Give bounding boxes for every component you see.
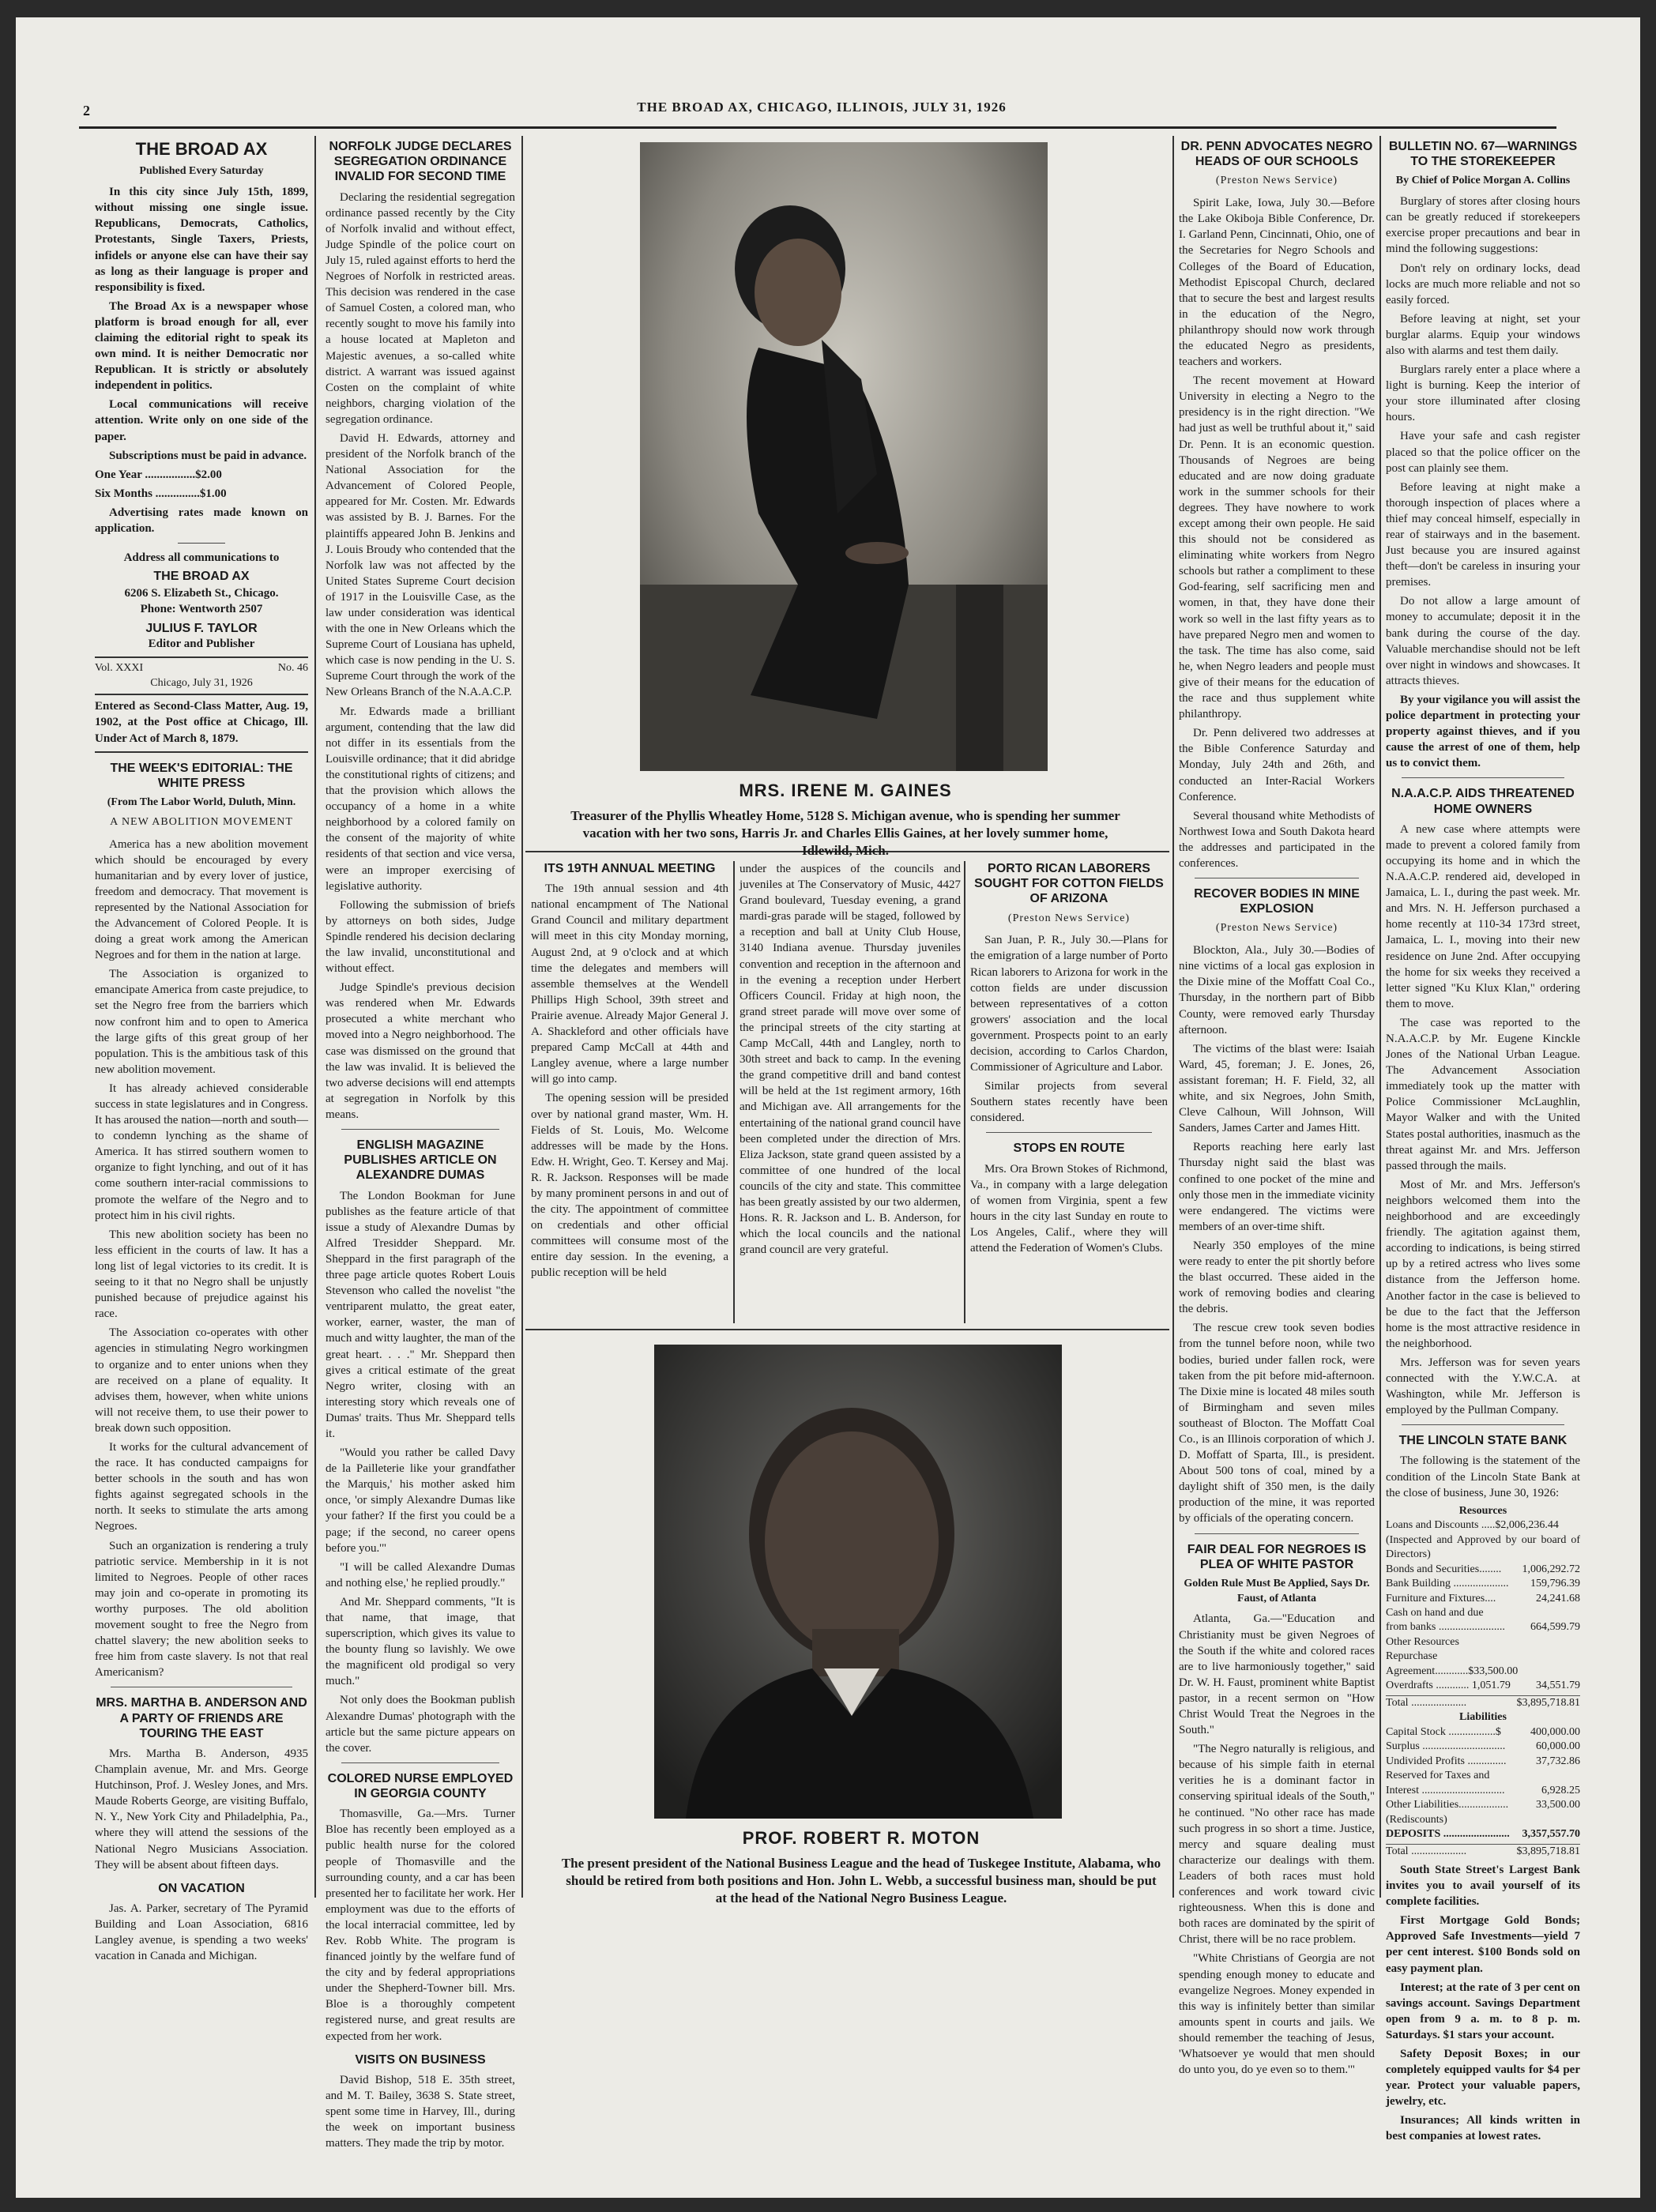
dumas-paragraph: "I will be called Alexandre Dumas and nothing else,' he replied proudly."	[326, 1560, 515, 1589]
norfolk-headline: NORFOLK JUDGE DECLARES SEGREGATION ORDINANCE INVALID FOR SECOND TIME	[329, 140, 512, 184]
surplus-row	[1386, 1740, 1580, 1754]
row-label: Surplus ..............................	[1386, 1740, 1506, 1753]
editorial-paragraph: It has already achieved considerable success in state legislatures and in Congress. It has aroused the nation—north and south—to condemn lynching as the shame of America. It has stirred southern women to organize to fight lynching, and out of it has come southern inter-racial commissions to promote the welfare of the Negro and to protect him in his civil rights.	[95, 1082, 308, 1222]
section-rule	[525, 1329, 1169, 1330]
editorial-paragraph: It works for the cultural advancement of the race. It has conducted campaigns for better schools in the south and has won fights against segregated schools in the north. It seeks to stimulate the arts among Negroes.	[95, 1440, 308, 1533]
mine-paragraph: Reports reaching here early last Thursday night said the blast was confined to one pocket of the mine and only those men in the immediate vicinity were endangered. The victims were members of an over-time shift.	[1179, 1141, 1375, 1233]
from-banks-row	[1386, 1620, 1580, 1635]
dumas-paragraph: And Mr. Sheppard comments, "It is that name, that image, that superscription, which gives its value to the bounty flung so lavishly. We owe the magnificent old prodigal so very much."	[326, 1595, 515, 1688]
portrait-robert-moton	[654, 1345, 1062, 1819]
row-label: Interest ..............................	[1386, 1784, 1505, 1796]
norfolk-paragraph: Judge Spindle's previous decision was rendered when Mr. Edwards prosecuted a white merchant who moved into a Negro neighborhood. The case was dismissed on the ground that the law was invalid. It is believed the two adverse decisions will end attempts at segregation in Norfolk by this means.	[326, 981, 515, 1121]
row-value: 1,006,292.72	[1522, 1563, 1580, 1575]
dumas-paragraph: "Would you rather be called Davy de la Pailleterie like your grandfather the Marquis,' his mother asked him once, 'or simply Alexandre Dumas like your father? If the first you could be a page; if the second, no career opens before you.'"	[326, 1446, 515, 1555]
resources-label: Resources	[1458, 1504, 1507, 1517]
dumas-paragraph: The London Bookman for June publishes as the feature article of that issue a study of Alexandre Dumas by Alfred Tresidder Sheppard. Mr. Sheppard in the first paragraph of the three page article quotes Robert Louis Stevenson who called the novelist "the ventriparent mulatto, the great eater, worker, earner, waster, the man of much and witty laughter, the man of the great heart. . . ." Mr. Sheppard then gives a critical estimate of the great Negro writer, closing with an interesting story which reveals one of Dumas' traits. Thus Mr. Sheppard tells it.	[326, 1189, 515, 1440]
meeting-paragraph: The opening session will be presided over by national grand master, Wm. H. Fields of St. Louis, Mo. Welcome addresses will be made by the Hons. Edw. H. Wright, Geo. T. Kersey and Maj. R. R. Jackson. Responses will be made by many prominent persons in and out of the city. The appointment of committee on credentials and other official committees will consume most of the entire day session. In the evening, a public reception will be held	[531, 1092, 728, 1280]
paper-title: THE BROAD AX	[135, 139, 268, 159]
bonds-row	[1386, 1563, 1580, 1577]
mine-source: (Preston News Service)	[1215, 922, 1338, 935]
naacp-headline: N.A.A.C.P. AIDS THREATENED HOME OWNERS	[1391, 787, 1575, 816]
column-rule	[1172, 136, 1174, 1898]
fair-paragraph: "The Negro naturally is religious, and because of his simple faith in eternal verities he is a dominant factor in conserving spiritual ideals of the South," he continued. "No other race has made such progress in so short a time. Justice, mercy and square dealing must characterize our dealings with them. Leaders of both races must hold conferences and work toward civic righteousness. When this is done and both races are dominated by the spirit of Christ, there will be no race problem.	[1179, 1743, 1375, 1947]
naacp-paragraph: Most of Mr. and Mrs. Jefferson's neighbors welcomed them into the neighborhood and are exceedingly friendly. The agitation against them, according to indications, is being stirred up by a retired actress who lives some distance from the Jefferson home. Another factor in the case is believed to be due to the fact that the Jefferson home is the most attractive residence in the neighborhood.	[1386, 1178, 1580, 1350]
photo1-name: MRS. IRENE M. GAINES	[739, 781, 952, 800]
editorial-paragraph: Such an organization is rendering a truly patriotic service. Membership in it is not limited to Negroes. People of other races may join and co-operate in promoting its worthy purposes. The old abolition movement sought to free the Negro from chattel slavery; the new abolition seeks to free him from caste slavery. Is not that real Americanism?	[95, 1539, 308, 1680]
row-label: Bonds and Securities........	[1386, 1563, 1502, 1575]
meeting-paragraph: The 19th annual session and 4th national encampment of The National Grand Council and military department will meet in this city Monday morning, August 2nd, at 9 o'clock and at which time the delegates and members will assemble themselves at the Wendell Phillips High School, 39th street and Prairie avenue. Already Major General J. A. Shackleford and other officials have prepared Camp McCall at 44th and Langley avenue, where a large number will go into camp.	[531, 882, 728, 1086]
dumas-headline: ENGLISH MAGAZINE PUBLISHES ARTICLE ON ALEXANDRE DUMAS	[344, 1138, 497, 1183]
fair-paragraph: Atlanta, Ga.—"Education and Christianity must be given Negroes of the South if the white and colored races are to live harmoniously together," said Dr. W. H. Faust, prominent white Baptist pastor, in a recent sermon on "How Christ Would Treat the Negroes in the South."	[1179, 1612, 1375, 1737]
issue-date: Chicago, July 31, 1926	[150, 676, 253, 689]
anderson-paragraph: Mrs. Martha B. Anderson, 4935 Champlain avenue, Mr. and Mrs. George Hutchinson, Prof. J. Wesley Jones, and Mrs. Maude Roberts George, are visiting Buffalo, N. Y., New York City and Philadelphia, Pa., where they will attend the sessions of the National Negro Musicians Association. They will be absent about fifteen days.	[95, 1747, 308, 1872]
rate-year: One Year .................$2.00	[95, 468, 222, 481]
column-rule	[521, 136, 523, 1898]
platform-text: The Broad Ax is a newspaper whose platform is broad enough for all, ever claiming the editorial right to speak its own mind. It is neither Democratic nor Republican. It is strictly or absolutely independent in politics.	[95, 299, 308, 393]
reserved-row: Reserved for Taxes and	[1386, 1770, 1490, 1782]
row-label: Overdrafts ............ 1,051.79	[1386, 1680, 1511, 1692]
row-value: 37,732.86	[1536, 1755, 1580, 1767]
other-liabilities-row	[1386, 1798, 1580, 1812]
penn-paragraph: The recent movement at Howard University in electing a Negro to the presidency is in the right direction. "We had just as well be truthful about it," said Dr. Penn. It is an economic question. Thousands of Negroes are being educated and are now doing graduate work in the summer schools for their degrees. They have nowhere to work except among their own people. He said this should not be considered as eliminating white workers from Negro schools but rather a compliment to these God-fearing, self sacrificing men and women, in that, they have done their work so well in the last fifty years as to have prepared Negro men and women to the task. The time has also come, said he, when Negro leaders and people must give of their means for the education of the race and thus supplement white philanthropy.	[1179, 374, 1375, 721]
column-rule	[964, 861, 965, 1323]
repurchase-row: Repurchase	[1386, 1650, 1438, 1663]
bank-ad-paragraph: Insurances; All kinds written in best companies at lowest rates.	[1386, 2114, 1580, 2143]
bank-ad-paragraph: Safety Deposit Boxes; in our completely equipped vaults for $4 per year. Protect your valuable papers, jewelry, etc.	[1386, 2048, 1580, 2109]
anderson-headline: MRS. MARTHA B. ANDERSON AND A PARTY OF FRIENDS ARE TOURING THE EAST	[96, 1696, 307, 1740]
bulletin-paragraph: Before leaving at night make a thorough inspection of places where a thief may conceal himself, especially in rear of stairways and in the basement. Just because you are insured against theft—don't be careless in insuring your premises.	[1386, 480, 1580, 589]
top-rule	[79, 126, 1556, 129]
bank-ad-paragraph: South State Street's Largest Bank invites you to avail yourself of its complete facilities.	[1386, 1863, 1580, 1909]
visits-paragraph: David Bishop, 518 E. 35th street, and M. T. Bailey, 3638 S. State street, spent some time in Harvey, Ill., during the week on important business matters. They made the trip by motor.	[326, 2073, 515, 2150]
row-value: $3,895,718.81	[1516, 1696, 1580, 1709]
dumas-paragraph: Not only does the Bookman publish Alexandre Dumas' photograph with the article but the same picture appears on the cover.	[326, 1694, 515, 1755]
mine-paragraph: Blockton, Ala., July 30.—Bodies of nine victims of a local gas explosion in the Dixie mine of the Moffatt Coal Co., Thursday, in the northern part of Bibb County, were removed early Thursday afternoon.	[1179, 944, 1375, 1036]
stops-paragraph: Mrs. Ora Brown Stokes of Richmond, Va., in company with a large delegation of women from Virginia, spent a few hours in the city last Sunday en route to Los Angeles, Calif., where they will attend the Federation of Women's Clubs.	[970, 1162, 1168, 1255]
total-row	[1386, 1844, 1580, 1859]
porto-rico-column	[970, 861, 1168, 1327]
editorial-paragraph: This new abolition society has been no less efficient in the courts of law. It has a long list of legal victories to its credit. It is seeing to it that no Negro shall be unjustly punished because of prejudice against his race.	[95, 1228, 308, 1321]
row-value: 34,551.79	[1536, 1680, 1580, 1692]
masthead: THE BROAD AX, CHICAGO, ILLINOIS, JULY 31, 1926	[637, 100, 1007, 115]
intro-text: In this city since July 15th, 1899, without missing one single issue. Republicans, Democrats, Catholics, Protestants, Single Taxers, Priests, infidels or anyone else can have their say as long as their language is proper and responsibility is fixed.	[95, 186, 308, 294]
column-6	[1386, 136, 1580, 2143]
penn-paragraph: Dr. Penn delivered two addresses at the Bible Conference Saturday and Monday, July 24th and 26th, and conducted an Inter-Racial Workers Conference.	[1179, 727, 1375, 803]
meeting-headline: ITS 19TH ANNUAL MEETING	[544, 862, 716, 875]
column-rule	[1379, 136, 1381, 1898]
bank-ad-paragraph: Interest; at the rate of 3 per cent on savings account. Savings Department open from 9 a. m. to 8 p. m. Saturdays. $1 stars your account.	[1386, 1981, 1580, 2041]
editorial-source: (From The Labor World, Duluth, Minn.	[107, 796, 296, 809]
bank-statement	[1386, 1504, 1580, 1859]
separator	[178, 543, 225, 544]
vacation-paragraph: Jas. A. Parker, secretary of The Pyramid Building and Loan Association, 6816 Langley avenue, is spending a two weeks' vacation in Canada and Michigan.	[95, 1902, 308, 1963]
total-row	[1386, 1695, 1580, 1710]
row-value: 159,796.39	[1530, 1578, 1580, 1590]
capital-row	[1386, 1725, 1580, 1740]
visits-headline: VISITS ON BUSINESS	[355, 2052, 486, 2067]
newspaper-page	[16, 17, 1640, 2198]
row-label: Capital Stock .................$	[1386, 1725, 1501, 1738]
mine-headline: RECOVER BODIES IN MINE EXPLOSION	[1194, 887, 1360, 916]
fair-subhead: Golden Rule Must Be Applied, Says Dr. Faust, of Atlanta	[1184, 1577, 1370, 1604]
row-label: Total ....................	[1386, 1696, 1467, 1709]
column-1	[95, 136, 308, 1963]
bank-ad-paragraph: First Mortgage Gold Bonds; Approved Safe Investments—yield 7 per cent interest. $100 Bonds sold on easy payment plan.	[1386, 1914, 1580, 1975]
row-label: Furniture and Fixtures....	[1386, 1592, 1496, 1604]
meeting-paragraph: under the auspices of the councils and juveniles at The Conservatory of Music, 4427 Grand boulevard, Tuesday evening, a grand mardi-gras parade will be staged, followed by a reception and ball at Unity Club House, 3140 Indiana avenue. Thursday juveniles convention and reception in the afternoon and in the evening a reception under Herbert Officers Council. Friday at high noon, the grand street parade will move over some of the principal streets of the city starting at Camp McCall, 44th and Langley, north to 30th street and back to camp. In the evening the grand competitive drill and band contest will be held at the 1st regiment armory, 16th and Michigan ave. All arrangements for the entertaining of the national grand council have been completed under the direction of Mrs. Eliza Jackson, state grand queen assisted by a committee of one hundred of the local councils of the city and state. This committee has been greatly assisted by our two aldermen, Hons. R. R. Jackson and L. B. Anderson, for which the local councils and the national grand council are very grateful.	[740, 863, 961, 1257]
bulletin-paragraph: Do not allow a large amount of money to accumulate; deposit it in the bank during the course of the day. Valuable merchandise should not be left over night in windows and showcases. It attracts thieves.	[1386, 595, 1580, 687]
row-label: Other Liabilities..................	[1386, 1799, 1509, 1811]
row-label: Total ....................	[1386, 1845, 1467, 1857]
address-phone: Phone: Wentworth 2507	[140, 603, 263, 616]
photo2-caption: The present president of the National Business League and the head of Tuskegee Institute, Alabama, who should be retired from both positions and Hon. John L. Webb, a successful business man, should be put at the head of the National Negro Business League.	[561, 1856, 1161, 1906]
rediscounts-row: (Rediscounts)	[1386, 1813, 1447, 1826]
address-street: 6206 S. Elizabeth St., Chicago.	[124, 587, 279, 600]
rate-six: Six Months ...............$1.00	[95, 487, 227, 500]
liabilities-label: Liabilities	[1459, 1711, 1507, 1724]
row-value: 60,000.00	[1536, 1740, 1580, 1753]
bulletin-paragraph: Don't rely on ordinary locks, dead locks are much more reliable and not so easily forced.	[1386, 261, 1580, 307]
mine-paragraph: Nearly 350 employes of the mine were ready to enter the pit shortly before the blast occurred. These aided in the work of removing bodies and clearing the debris.	[1179, 1239, 1375, 1316]
penn-source: (Preston News Service)	[1215, 175, 1338, 187]
other-resources-row: Other Resources	[1386, 1635, 1459, 1648]
stops-headline: STOPS EN ROUTE	[1013, 1142, 1125, 1156]
portrait-irene-gaines	[640, 142, 1048, 771]
photo1-caption: Treasurer of the Phyllis Wheatley Home, 5128 S. Michigan avenue, who is spending her summer vacation with her two sons, Harris Jr. and Charles Ellis Gaines, at her lovely summer home, Idlewild, Mich.	[570, 808, 1120, 859]
penn-paragraph: Spirit Lake, Iowa, July 30.—Before the Lake Okiboja Bible Conference, Dr. I. Garland Penn, Cincinnati, Ohio, one of the Secretaries for Negro Schools and Colleges of the Board of Education, Methodist Episcopal Church, declared that to secure the best and largest results in the education of the Negro, philanthropy should now work through the educated Negro as presidents, teachers and workers.	[1179, 197, 1375, 369]
row-value: $3,895,718.81	[1516, 1845, 1580, 1857]
editorial-subhead: A NEW ABOLITION MOVEMENT	[110, 815, 293, 828]
naacp-paragraph: A new case where attempts were made to prevent a colored family from occupying its home and in which the N.A.A.C.P. rendered aid, developed in Jamaica, L. I., during the past week. Mr. and Mrs. N. H. Jefferson purchased a home recently at 110-34 173rd street, Jamaica, L. I., moving into their new residence on June 2nd. After occupying the home for six weeks they received a letter signed "Ku Klux Klan," ordering them to move.	[1386, 822, 1580, 1010]
bulletin-paragraph: By your vigilance you will assist the police department in protecting your property against thieves, and if you cause the arrest of one of them, help us to convict them.	[1386, 693, 1580, 770]
overdrafts-row	[1386, 1679, 1580, 1693]
column-5	[1179, 136, 1375, 2077]
row-value: 3,357,557.70	[1522, 1828, 1580, 1841]
portrait-image	[654, 1345, 1062, 1819]
building-row	[1386, 1577, 1580, 1591]
row-value: 664,599.79	[1530, 1621, 1580, 1634]
row-value: 24,241.68	[1536, 1592, 1580, 1604]
editorial-paragraph: The Association is organized to emancipate America from caste prejudice, to set the Negro free from the barriers which now confront him and to open to America the large gifts of this great group of her population. This is the ambitious task of this new abolition movement.	[95, 968, 308, 1076]
undivided-row	[1386, 1755, 1580, 1769]
editorial-paragraph: America has a new abolition movement which should be encouraged by every humanitarian and by every lover of justice, freedom and democracy. That movement is represented by the National Association for the Advancement of Colored People. It is doing a great work among the American Negroes and for them in the nation at large.	[95, 837, 308, 962]
bank-headline: THE LINCOLN STATE BANK	[1398, 1434, 1568, 1448]
bulletin-paragraph: Burglars rarely enter a place where a light is burning. Keep the interior of your store illuminated after closing hours.	[1386, 363, 1580, 424]
bulletin-paragraph: Burglary of stores after closing hours can be greatly reduced if storekeepers exercise proper precautions and bear in mind the following suggestions:	[1386, 195, 1580, 256]
row-value: 6,928.25	[1541, 1784, 1580, 1796]
loans-note: (Inspected and Approved by our board of Directors)	[1386, 1533, 1580, 1561]
portrait-image	[640, 142, 1048, 771]
address-pub: THE BROAD AX	[153, 570, 250, 584]
bulletin-headline: BULLETIN NO. 67—WARNINGS TO THE STOREKEEPER	[1388, 140, 1578, 169]
row-label: Bank Building ....................	[1386, 1578, 1509, 1590]
column-rule	[314, 136, 316, 1898]
editor-name: JULIUS F. TAYLOR	[145, 621, 258, 635]
porto-headline: PORTO RICAN LABORERS SOUGHT FOR COTTON FIELDS OF ARIZONA	[974, 862, 1164, 906]
porto-source: (Preston News Service)	[1007, 912, 1131, 924]
vacation-headline: ON VACATION	[158, 1881, 245, 1895]
loans-row: Loans and Discounts .....$2,006,236.44	[1386, 1519, 1559, 1532]
volume: Vol. XXXI	[95, 661, 144, 674]
furniture-row	[1386, 1592, 1580, 1606]
row-value: 400,000.00	[1530, 1725, 1580, 1738]
penn-headline: DR. PENN ADVOCATES NEGRO HEADS OF OUR SCHOOLS	[1180, 140, 1373, 169]
mine-paragraph: The victims of the blast were: Isaiah Ward, 45, foreman; J. E. Jones, 26, assistant foreman; H. F. Field, 32, all white, and six Negroes, John Smith, Cleve Calhoun, Will Johnson, Will Sanders, James Carter and James Hitt.	[1179, 1042, 1375, 1135]
fair-paragraph: "White Christians of Georgia are not spending enough money to educate and evangelize Negroes. Money expended in this way is infinitely better than similar amounts spent in courts and jails. We should remember the teaching of Jesus, 'Whatsoever ye would that men should do unto you, do ye even so to them.'"	[1179, 1952, 1375, 2077]
entered-text: Entered as Second-Class Matter, Aug. 19, 1902, at the Post office at Chicago, Ill. Under Act of March 8, 1879.	[95, 700, 308, 745]
column-rule	[733, 861, 735, 1323]
naacp-paragraph: Mrs. Jefferson was for seven years connected with the Y.W.C.A. at Washington, while Mr. Jefferson is employed by the Pullman Company.	[1386, 1356, 1580, 1417]
paper-subtitle: Published Every Saturday	[139, 165, 264, 178]
norfolk-paragraph: Declaring the residential segregation ordinance passed recently by the City of Norfolk invalid and without effect, Judge Spindle of the police court on July 15, ruled against efforts to herd the Negroes of Norfolk in restricted areas. This decision was rendered in the case of Samuel Costen, a colored man, who recently sought to move his family into a house located at Mapleton and Majestic avenues, a so-called white district. A warrant was issued against Costen on the complaint of white neighbors, charging violation of the segregation ordinance.	[326, 190, 515, 426]
row-label: Undivided Profits ..............	[1386, 1755, 1507, 1767]
bank-intro: The following is the statement of the condition of the Lincoln State Bank at the close of business, June 30, 1926:	[1386, 1454, 1580, 1499]
cash-row: Cash on hand and due	[1386, 1607, 1484, 1619]
norfolk-paragraph: David H. Edwards, attorney and president of the Norfolk branch of the National Association for the Advancement of Colored People, appeared for Mr. Costen. Mr. Edwards was assisted by B. J. Barnes. For the plaintiffs appeared John B. Jenkins and J. Louis Broudy who contended that the Norfolk law was not affected by the United States Supreme Court decision of 1917 in the Louisville Case, as the law under consideration was identical with the one in New Orleans which the Supreme Court of Lousiana has upheld, which case is now pending in the U. S. Supreme Court through the work of the New Orleans Branch of the N.A.A.C.P.	[326, 431, 515, 699]
row-label: DEPOSITS ........................	[1386, 1828, 1510, 1841]
editorial-headline: THE WEEK'S EDITORIAL: THE WHITE PRESS	[110, 761, 293, 790]
bulletin-paragraph: Before leaving at night, set your burglar alarms. Equip your windows also with alarms and test them daily.	[1386, 312, 1580, 357]
row-label: from banks ........................	[1386, 1621, 1505, 1634]
penn-paragraph: Several thousand white Methodists of Northwest Iowa and South Dakota heard the addresses and participated in the conferences.	[1179, 809, 1375, 870]
porto-paragraph: San Juan, P. R., July 30.—Plans for the emigration of a large number of Porto Rican laborers to Arizona for work in the cotton fields are under discussion between representatives of a cotton growers' association and the local government. Prospects point to an early decision, according to Carlos Chardon, Commissioner of Agriculture and Labor.	[970, 934, 1168, 1074]
ads-text: Advertising rates made known on application.	[95, 506, 308, 536]
interest-row	[1386, 1784, 1580, 1798]
local-text: Local communications will receive attention. Write only on one side of the paper.	[95, 398, 308, 443]
row-value: 33,500.00	[1536, 1799, 1580, 1811]
norfolk-paragraph: Following the submission of briefs by attorneys on both sides, Judge Spindle rendered his decision declaring the law invalid, unconstitutional and without effect.	[326, 898, 515, 976]
agreement-row: Agreement............$33,500.00	[1386, 1665, 1519, 1677]
nurse-headline: COLORED NURSE EMPLOYED IN GEORGIA COUNTY	[327, 1771, 514, 1801]
mine-paragraph: The rescue crew took seven bodies from the tunnel before noon, while two bodies, buried under fallen rock, were taken from the pit before mid-afternoon. The Dixie mine is located 48 miles south of Birmingham and seven miles southeast of Blocton. The Moffatt Coal Co., is an Illinois corporation of which J. D. Moffatt of Sparta, Ill., is president. About 500 tons of coal, mined by a daylight shift of 350 men, is the daily production of the mine, it was reported by officials of the operating concern.	[1179, 1322, 1375, 1525]
nurse-paragraph: Thomasville, Ga.—Mrs. Turner Bloe has recently been employed as a public health nurse for the colored people of Thomasville and the surrounding county, and a car has been presented her to facilitate her work. Her employment was due to the efforts of the local interracial committee, led by Rev. Robb White. The program is financed jointly by the welfare fund of the city and by federal appropriations under the Shepherd-Towner bill. Mrs. Bloe is a thoroughly competent registered nurse, and great results are expected from her work.	[326, 1808, 515, 2043]
norfolk-paragraph: Mr. Edwards made a brilliant argument, contending that the law did not differ in its essentials from the Louisville ordinance; that it did abridge the constitutional rights of citizens; and that the provision which allows the occupancy of a home in a white neighborhood by a colored family on the consent of the majority of white residents of that section and vice versa, were an improper exercising of legislative authority.	[326, 705, 515, 893]
editor-title: Editor and Publisher	[148, 637, 255, 650]
deposits-row	[1386, 1827, 1580, 1841]
photo2-name: PROF. ROBERT R. MOTON	[742, 1828, 980, 1848]
subs-text: Subscriptions must be paid in advance.	[109, 449, 307, 462]
address-lead: Address all communications to	[123, 551, 280, 565]
column-2	[326, 136, 515, 2150]
naacp-paragraph: The case was reported to the N.A.A.C.P. by Mr. Eugene Kinckle Jones of the National Urban League. The Advancement Association immediately took up the matter with Police Commissioner McLaughlin, Mayor Walker and with the United States postal authorities, inasmuch as the threat against Mr. and Mrs. Jefferson passed through the mails.	[1386, 1016, 1580, 1172]
fair-headline: FAIR DEAL FOR NEGROES IS PLEA OF WHITE PASTOR	[1187, 1542, 1367, 1571]
bulletin-byline: By Chief of Police Morgan A. Collins	[1395, 175, 1571, 187]
meeting-col-b	[740, 861, 961, 1327]
meeting-col-a	[531, 861, 728, 1327]
page-number: 2	[83, 103, 90, 118]
issue-number: No. 46	[277, 661, 308, 674]
editorial-paragraph: The Association co-operates with other agencies in stimulating Negro workingmen to organize and to enter unions when they are received on a plane of equality. It advises them, however, when white unions will not receive them, to use their power to break down such opposition.	[95, 1326, 308, 1435]
bulletin-paragraph: Have your safe and cash register placed so that the police officer on the post can plainly see them.	[1386, 430, 1580, 475]
porto-paragraph: Similar projects from several Southern states recently have been considered.	[970, 1080, 1168, 1125]
